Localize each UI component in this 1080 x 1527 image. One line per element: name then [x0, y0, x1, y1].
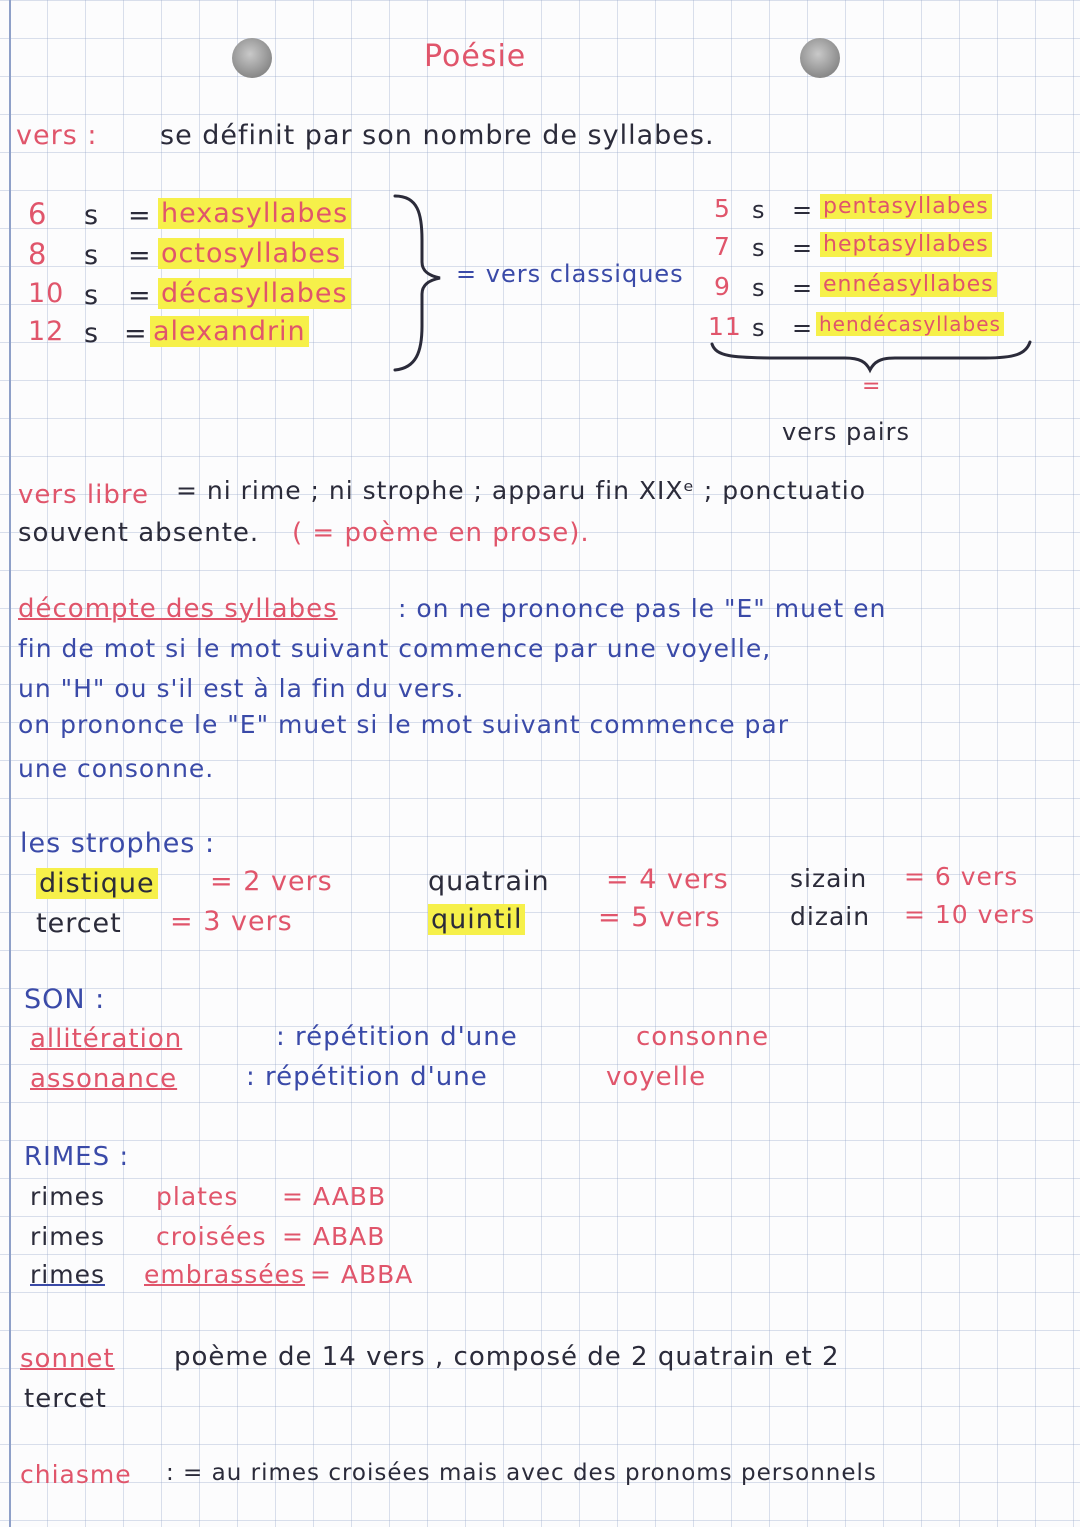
- decompte-label: décompte des syllabes: [18, 594, 338, 624]
- vers-label: vers :: [16, 120, 98, 151]
- classic-label: = vers classiques: [456, 260, 684, 288]
- strophe-value: = 5 vers: [598, 902, 721, 933]
- strophe-name: quatrain: [428, 866, 550, 897]
- decompte-line3: un "H" ou s'il est à la fin du vers.: [18, 674, 465, 703]
- son-value2: voyelle: [606, 1062, 707, 1092]
- strophe-value: = 10 vers: [904, 900, 1036, 929]
- classic-eq: =: [128, 200, 152, 231]
- classic-name: alexandrin: [150, 316, 309, 347]
- rimes-title: RIMES :: [24, 1142, 130, 1172]
- odd-count: 7: [714, 232, 731, 261]
- rime-scheme: = ABAB: [282, 1222, 386, 1251]
- classic-s: s: [84, 200, 100, 231]
- sonnet-line2: tercet: [24, 1384, 107, 1414]
- strophe-name: tercet: [36, 908, 122, 939]
- rime-scheme: = ABBA: [310, 1260, 414, 1289]
- classic-name: octosyllabes: [158, 238, 344, 269]
- classic-s: s: [84, 280, 100, 311]
- classic-s: s: [84, 240, 100, 271]
- page-title: Poésie: [424, 39, 527, 74]
- odd-s: s: [752, 314, 766, 342]
- vers-libre-line2a: souvent absente.: [18, 518, 260, 548]
- sonnet-line1: poème de 14 vers , composé de 2 quatrain et 2: [174, 1342, 840, 1372]
- strophe-name: distique: [36, 868, 158, 899]
- chiasme-label: chiasme: [20, 1460, 132, 1489]
- strophe-value: = 4 vers: [606, 864, 729, 895]
- vers-libre-line1: = ni rime ; ni strophe ; apparu fin XIXᵉ ; ponctuatio: [176, 476, 867, 505]
- classic-count: 8: [28, 237, 48, 271]
- son-name: allitération: [30, 1024, 183, 1054]
- odd-eq: =: [792, 274, 814, 302]
- classic-eq: =: [128, 240, 152, 271]
- rime-scheme: = AABB: [282, 1182, 387, 1211]
- odd-eq: =: [792, 314, 814, 342]
- odd-s: s: [752, 196, 766, 224]
- classic-s: s: [84, 318, 100, 349]
- decompte-line5: une consonne.: [18, 754, 215, 783]
- odd-name: hendécasyllabes: [816, 312, 1004, 336]
- odd-label: vers pairs: [782, 418, 910, 446]
- odd-count: 5: [714, 194, 731, 223]
- son-value2: consonne: [636, 1022, 770, 1052]
- strophe-value: = 3 vers: [170, 906, 293, 937]
- decompte-line4: on prononce le "E" muet si le mot suivant commence par: [18, 710, 790, 739]
- classic-count: 6: [28, 197, 48, 231]
- odd-eq: =: [792, 234, 814, 262]
- son-value: : répétition d'une: [276, 1022, 518, 1052]
- decompte-line2: fin de mot si le mot suivant commence par une voyelle,: [18, 634, 772, 663]
- strophe-name: dizain: [790, 902, 871, 931]
- odd-count: 9: [714, 272, 731, 301]
- strophe-name: sizain: [790, 864, 868, 893]
- odd-eq: =: [792, 196, 814, 224]
- rime-kind: embrassées: [144, 1260, 306, 1289]
- rime-name: rimes: [30, 1182, 105, 1211]
- classic-eq: =: [124, 318, 148, 349]
- son-title: SON :: [24, 984, 106, 1015]
- odd-brace: [712, 342, 1030, 370]
- classic-eq: =: [128, 280, 152, 311]
- odd-count: 11: [708, 312, 742, 341]
- chiasme-text: : = au rimes croisées mais avec des pronoms personnels: [166, 1460, 877, 1486]
- rime-kind: croisées: [156, 1222, 267, 1251]
- classic-name: décasyllabes: [158, 278, 351, 309]
- strophe-value: = 2 vers: [210, 866, 333, 897]
- classic-count: 12: [28, 316, 65, 347]
- decompte-line1: : on ne prononce pas le "E" muet en: [398, 594, 887, 623]
- odd-s: s: [752, 234, 766, 262]
- classic-count: 10: [28, 278, 65, 309]
- classic-name: hexasyllabes: [158, 198, 351, 229]
- strophe-value: = 6 vers: [904, 862, 1019, 891]
- sonnet-label: sonnet: [20, 1344, 115, 1374]
- odd-name: heptasyllabes: [820, 232, 992, 257]
- vers-definition: se définit par son nombre de syllabes.: [160, 120, 715, 151]
- odd-equal-sign: =: [862, 374, 882, 399]
- son-name: assonance: [30, 1064, 178, 1094]
- odd-name: ennéasyllabes: [820, 272, 997, 297]
- rime-name: rimes: [30, 1222, 105, 1251]
- classic-brace: [395, 196, 440, 370]
- strophes-title: les strophes :: [20, 828, 216, 859]
- odd-s: s: [752, 274, 766, 302]
- vers-libre-line2b: ( = poème en prose).: [292, 518, 590, 548]
- vers-libre-label: vers libre: [18, 480, 149, 510]
- odd-name: pentasyllabes: [820, 194, 992, 219]
- son-value: : répétition d'une: [246, 1062, 488, 1092]
- rime-kind: plates: [156, 1182, 239, 1211]
- strophe-name: quintil: [428, 904, 525, 935]
- rime-name: rimes: [30, 1260, 105, 1289]
